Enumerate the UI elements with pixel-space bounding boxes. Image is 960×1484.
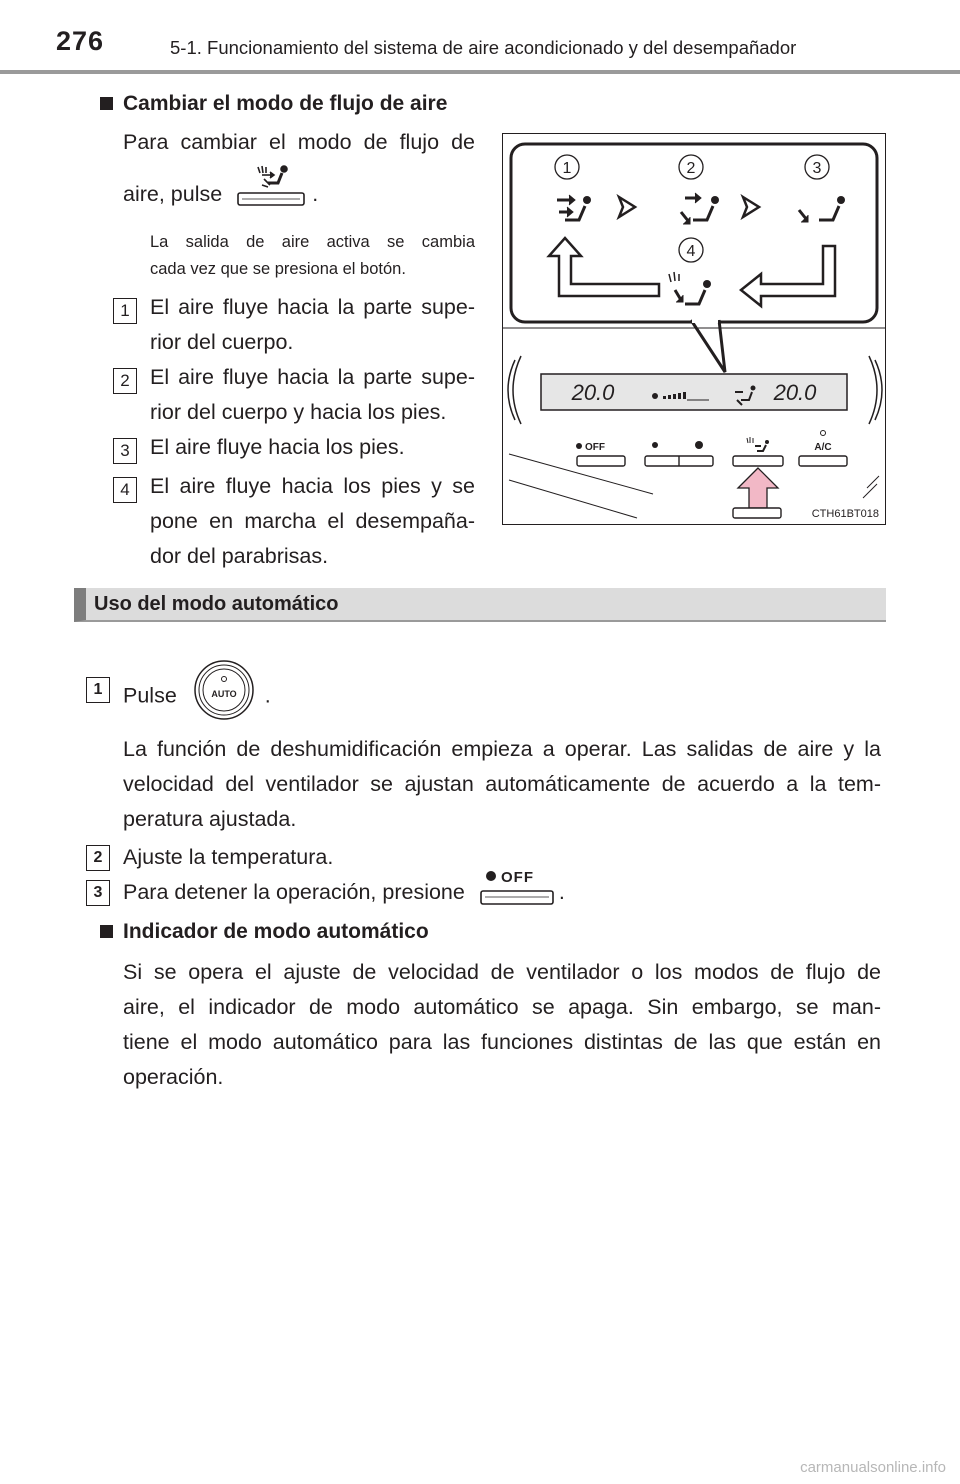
airflow-mode-button-icon — [234, 163, 308, 209]
section-heading-bar — [74, 588, 886, 622]
panel-button-ac — [799, 431, 847, 467]
item-4-line2: pone en marcha el desempaña- — [150, 509, 475, 533]
climate-panel-illustration — [503, 134, 886, 525]
airflow-note-line2: cada vez que se presiona el botón. — [150, 260, 406, 278]
step-1-desc-line1: La función de deshumidificación empieza a operar. Las salidas de aire y la — [123, 737, 881, 761]
panel-button-fan-speed — [645, 441, 713, 466]
item-4-line3: dor del parabrisas. — [150, 544, 329, 568]
step-1-desc-line2: velocidad del ventilador se ajustan automáticamente de acuerdo a la tem- — [123, 772, 881, 796]
indicator-text-line4: operación. — [123, 1065, 224, 1089]
airflow-intro-line2: aire, pulse . — [123, 177, 318, 212]
panel-button-off — [576, 442, 625, 466]
step-number-1: 1 — [86, 677, 110, 703]
display-right-temp: 20.0 — [773, 380, 817, 405]
svg-text:A/C: A/C — [814, 442, 832, 453]
header-section-title: 5-1. Funcionamiento del sistema de aire acondicionado y del desempañador — [170, 37, 797, 58]
step-number-3: 3 — [86, 880, 110, 906]
callout-4: 4 — [686, 243, 696, 260]
airflow-heading: Cambiar el modo de flujo de aire — [100, 92, 447, 116]
indicator-text-line2: aire, el indicador de modo automático se apaga. Sin embargo, se man- — [123, 995, 881, 1019]
press-arrow-icon — [738, 468, 778, 508]
step-1-line: Pulse AUTO . — [123, 673, 271, 721]
page-number: 276 — [56, 26, 105, 56]
callout-2: 2 — [686, 160, 696, 177]
step-2-text: Ajuste la temperatura. — [123, 845, 334, 869]
off-button-icon — [477, 867, 557, 909]
item-1-line1: El aire fluye hacia la parte supe- — [150, 295, 475, 319]
svg-text:AUTO: AUTO — [211, 689, 237, 699]
climate-control-figure — [502, 133, 886, 525]
square-bullet-icon — [100, 97, 113, 110]
watermark: carmanualsonline.info — [800, 1459, 946, 1476]
callout-3: 3 — [812, 160, 822, 177]
indicator-text-line3: tiene el modo automático para las funciones distintas de las que están en — [123, 1030, 881, 1054]
auto-button-icon — [193, 659, 255, 721]
header-rule — [0, 70, 960, 74]
svg-text:OFF: OFF — [585, 442, 605, 453]
panel-button-lower — [733, 508, 781, 518]
item-number-3: 3 — [113, 438, 137, 464]
item-2-line2: rior del cuerpo y hacia los pies. — [150, 400, 447, 424]
item-3-line1: El aire fluye hacia los pies. — [150, 435, 405, 459]
display-left-temp: 20.0 — [571, 380, 615, 405]
square-bullet-icon — [100, 925, 113, 938]
airflow-intro-line1: Para cambiar el modo de flujo de — [123, 130, 475, 154]
item-number-2: 2 — [113, 368, 137, 394]
item-number-1: 1 — [113, 298, 137, 324]
callout-1: 1 — [562, 160, 572, 177]
item-number-4: 4 — [113, 477, 137, 503]
step-1-desc-line3: peratura ajustada. — [123, 807, 297, 831]
panel-button-airflow-mode — [733, 437, 783, 466]
indicator-text-line1: Si se opera el ajuste de velocidad de ventilador o los modos de flujo de — [123, 960, 881, 984]
step-number-2: 2 — [86, 845, 110, 871]
indicator-heading: Indicador de modo automático — [100, 920, 429, 944]
section-heading: Uso del modo automático — [94, 593, 339, 615]
svg-text:OFF: OFF — [500, 869, 534, 887]
figure-code: CTH61BT018 — [811, 508, 879, 520]
item-4-line1: El aire fluye hacia los pies y se — [150, 474, 475, 498]
airflow-note-line1: La salida de aire activa se cambia — [150, 233, 475, 251]
step-3-line: Para detener la operación, presione OFF . — [123, 875, 565, 910]
item-2-line1: El aire fluye hacia la parte supe- — [150, 365, 475, 389]
item-1-line2: rior del cuerpo. — [150, 330, 294, 354]
